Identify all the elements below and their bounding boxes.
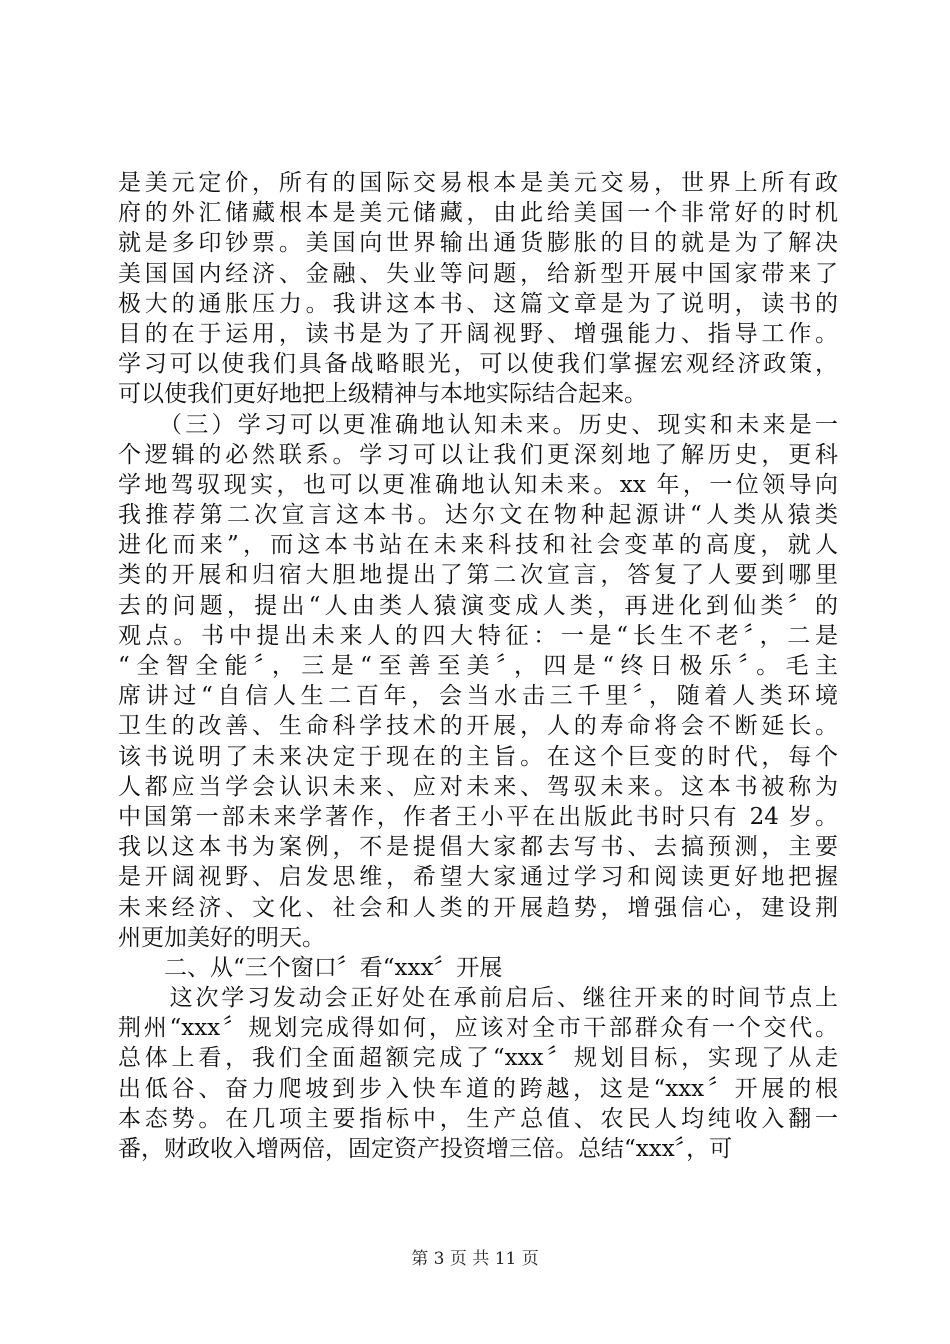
text-line: 目的在于运用，读书是为了开阔视野、增强能力、指导工作。 xyxy=(118,320,838,347)
text-line: 未来经济、文化、社会和人类的开展趋势，增强信心，建设荆 xyxy=(118,894,838,921)
text-line: 去的问题，提出“人由类人猿演变成人类，再进化到仙类〞的 xyxy=(118,592,838,619)
body-text xyxy=(118,168,838,1164)
text-line: 学习可以使我们具备战略眼光，可以使我们掌握宏观经济政策， xyxy=(118,351,838,378)
text-line: （三）学习可以更准确地认知未来。历史、现实和未来是一 xyxy=(118,411,838,438)
text-line: 是美元定价，所有的国际交易根本是美元交易，世界上所有政 xyxy=(118,170,838,196)
text-line: 中国第一部未来学著作，作者王小平在出版此书时只有 24 岁。 xyxy=(118,803,838,830)
text-line: 本态势。在几项主要指标中，生产总值、农民人均纯收入翻一 xyxy=(118,1105,838,1132)
text-line: 卫生的改善、生命科学技术的开展，人的寿命将会不断延长。 xyxy=(118,713,838,740)
text-line: 番，财政收入增两倍，固定资产投资增三倍。总结“xxx〞，可 xyxy=(118,1136,733,1162)
text-line: 是开阔视野、启发思维，希望大家通过学习和阅读更好地把握 xyxy=(118,864,838,891)
text-line: 总体上看，我们全面超额完成了“xxx〞规划目标，实现了从走 xyxy=(118,1045,838,1072)
text-line: 二、从“三个窗口〞看“xxx〞开展 xyxy=(118,954,503,981)
text-line: 我以这本书为案例，不是提倡大家都去写书、去搞预测，主要 xyxy=(118,834,838,861)
text-line: 个逻辑的必然联系。学习可以让我们更深刻地了解历史，更科 xyxy=(118,441,838,468)
text-line: 学地驾驭现实，也可以更准确地认知未来。xx 年，一位领导向 xyxy=(118,471,838,498)
text-line: 可以使我们更好地把上级精神与本地实际结合起来。 xyxy=(118,381,647,408)
text-line: 我推荐第二次宣言这本书。达尔文在物种起源讲“人类从猿类 xyxy=(118,502,838,529)
text-line: 荆州“xxx〞规划完成得如何，应该对全市干部群众有一个交代。 xyxy=(118,1015,838,1042)
text-line: 类的开展和归宿大胆地提出了第二次宣言，答复了人要到哪里 xyxy=(118,562,838,589)
text-line: 该书说明了未来决定于现在的主旨。在这个巨变的时代，每个 xyxy=(118,743,838,770)
text-line: 出低谷、奋力爬坡到步入快车道的跨越，这是“xxx〞开展的根 xyxy=(118,1075,838,1102)
text-line: 进化而来”，而这本书站在未来科技和社会变革的高度，就人 xyxy=(118,532,838,559)
text-line: 府的外汇储藏根本是美元储藏，由此给美国一个非常好的时机 xyxy=(118,200,838,227)
text-line: 人都应当学会认识未来、应对未来、驾驭未来。这本书被称为 xyxy=(118,773,838,800)
text-line: 就是多印钞票。美国向世界输出通货膨胀的目的就是为了解决 xyxy=(118,230,838,257)
text-line: 席讲过“自信人生二百年，会当水击三千里〞，随着人类环境 xyxy=(118,683,838,710)
text-line: 观点。书中提出未来人的四大特征：一是“长生不老〞，二是 xyxy=(118,622,838,649)
page-footer: 第 3 页 共 11 页 xyxy=(411,1249,539,1269)
text-line: 美国国内经济、金融、失业等问题，给新型开展中国家带来了 xyxy=(118,260,838,287)
text-line: 这次学习发动会正好处在承前启后、继往开来的时间节点上 xyxy=(118,985,838,1012)
text-line: 极大的通胀压力。我讲这本书、这篇文章是为了说明，读书的 xyxy=(118,290,838,317)
text-line: “全智全能〞，三是“至善至美〞，四是“终日极乐〞。毛主 xyxy=(118,653,838,679)
text-line: 州更加美好的明天。 xyxy=(118,924,325,951)
